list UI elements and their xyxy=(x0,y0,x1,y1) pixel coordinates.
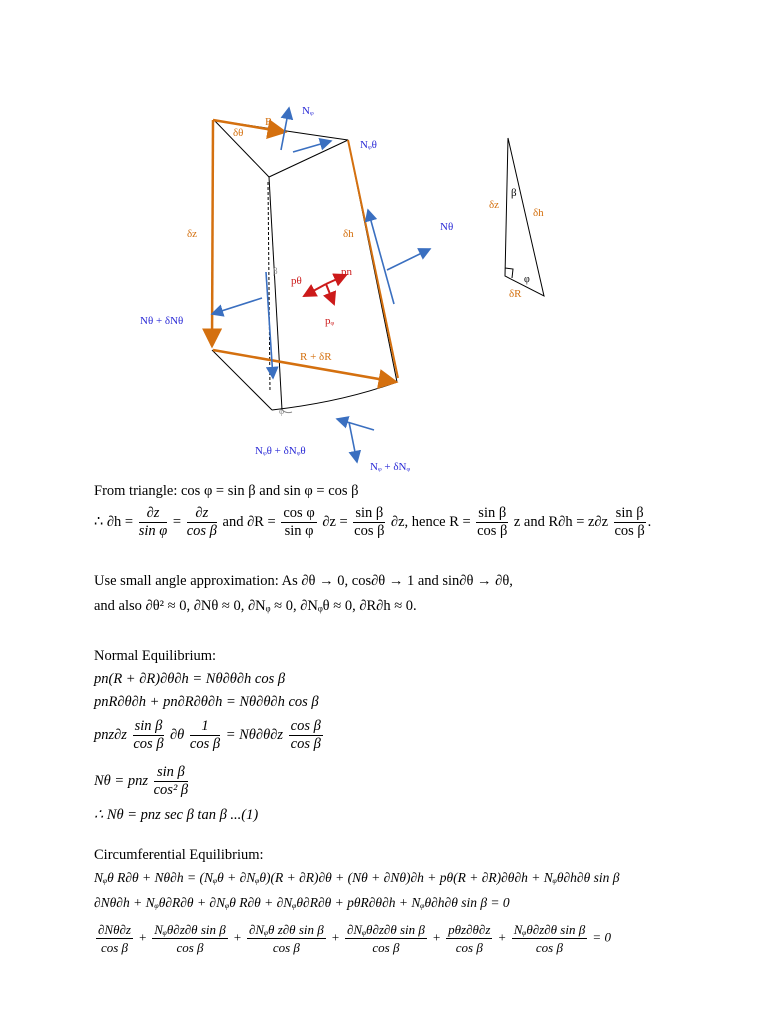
c3-frac-3: $\frac{\text{∂Nᵩθ z∂θ sin β}}{\text{cos β}}$ xyxy=(249,922,324,955)
from-triangle-line: From triangle: cos φ = sin β and sin φ = cos β xyxy=(94,483,359,499)
label-n-theta-plus: Nθ + δNθ xyxy=(140,315,184,327)
label-delta-theta: δθ xyxy=(233,127,244,139)
label-r: R xyxy=(265,116,273,128)
n4-lead: Nθ = pnz xyxy=(94,772,148,789)
circ-eq-line-2: ∂Nθ∂h + Nᵩθ∂R∂θ + ∂Nᵩθ R∂θ + ∂Nᵩθ∂R∂θ + pθR∂θ∂h + Nᵩθ∂h∂θ sin β = 0 xyxy=(94,895,510,910)
label-n-phi-theta-plus: Nᵩθ + δNᵩθ xyxy=(255,445,306,457)
circ-eq-line-1: Nᵩθ R∂θ + Nθ∂h = (Nᵩθ + ∂Nᵩθ)(R + ∂R)∂θ + (Nθ + ∂Nθ)∂h + pθ(R + ∂R)∂θ∂h + Nᵩθ∂h∂θ sin β xyxy=(94,870,620,885)
eq1-and-dr: and ∂R = xyxy=(222,513,276,530)
eq1-dz-eq: ∂z = xyxy=(322,513,348,530)
eq1-lead: ∴ ∂h = xyxy=(94,513,134,530)
c3-plus-5: + xyxy=(497,929,507,945)
c3-frac-4: $\frac{\text{∂Nᵩθ∂z∂θ sin β}}{\text{cos β}}$ xyxy=(347,922,425,955)
tri-label-delta-z: δz xyxy=(489,199,500,211)
c3-frac-6: $\frac{\text{Nᵩθ∂z∂θ sin β}}{\text{cos β}}$ xyxy=(513,922,586,955)
normal-eq-line-3 xyxy=(94,718,325,753)
circumferential-equilibrium-heading: Circumferential Equilibrium: xyxy=(94,847,264,863)
label-phi: φ xyxy=(279,406,285,416)
c3-plus-4: + xyxy=(432,929,441,945)
eq1-hence: ∂z, hence R = xyxy=(390,513,471,530)
label-beta: β xyxy=(273,266,278,276)
eq1-frac-2: $\frac{\partial z}{\text{cos β}}$ xyxy=(186,505,217,539)
c3-frac-5: $\frac{\text{pθz∂θ∂z}}{\text{cos β}}$ xyxy=(448,922,491,955)
label-n-phi-theta: Nᵩθ xyxy=(360,139,377,151)
c3-plus-1: + xyxy=(138,929,147,945)
label-n-phi: Nᵩ xyxy=(302,105,314,117)
shell-element-diagram xyxy=(92,92,678,472)
tri-label-delta-h: δh xyxy=(533,207,544,219)
and-also-line: and also ∂θ² ≈ 0, ∂Nθ ≈ 0, ∂Nᵩ ≈ 0, ∂Nᵩθ ≈ 0, ∂R∂h ≈ 0. xyxy=(94,598,417,614)
circ-eq-line-3 xyxy=(94,921,611,956)
normal-eq-line-1: pn(R + ∂R)∂θ∂h = Nθ∂θ∂h cos β xyxy=(94,671,286,687)
tri-label-beta: β xyxy=(511,187,517,199)
tri-label-phi: φ xyxy=(524,274,530,285)
equation-relations xyxy=(94,505,651,540)
c3-plus-2: + xyxy=(232,929,242,945)
label-r-plus: R + δR xyxy=(300,351,332,363)
eq1-eq: = xyxy=(172,513,182,530)
n3-eq: = Nθ∂θ∂z xyxy=(225,726,284,743)
eq1-and-rdh: z and R∂h = z∂z xyxy=(513,513,609,530)
n3-frac-2: $\frac{1}{\text{cos β}}$ xyxy=(189,718,221,752)
c3-frac-1: $\frac{\partial N\theta\partial z}{\text{cos β}}$ xyxy=(98,922,131,955)
eq1-frac-3: $\frac{\text{cos φ}}{\text{sin φ}}$ xyxy=(283,505,315,539)
n3-lead: pnz∂z xyxy=(94,726,127,743)
label-n-theta: Nθ xyxy=(440,221,454,233)
eq1-end: . xyxy=(647,513,652,530)
normal-eq-result: ∴ Nθ = pnz sec β tan β ...(1) xyxy=(94,807,259,823)
c3-frac-2: $\frac{\text{Nᵩθ∂z∂θ sin β}}{\text{cos β}}$ xyxy=(154,922,226,955)
label-p-theta: pθ xyxy=(291,275,302,287)
eq1-frac-5: $\frac{\text{sin β}}{\text{cos β}}$ xyxy=(477,505,508,539)
eq1-frac-4: $\frac{\text{sin β}}{\text{cos β}}$ xyxy=(354,505,385,539)
n3-frac-1: $\frac{\text{sin β}}{\text{cos β}}$ xyxy=(133,718,164,752)
label-delta-z: δz xyxy=(187,228,198,240)
c3-end: = 0 xyxy=(592,929,611,945)
force-arrows xyxy=(212,108,430,462)
c3-plus-3: + xyxy=(330,929,340,945)
eq1-frac-6: $\frac{\text{sin β}}{\text{cos β}}$ xyxy=(614,505,645,539)
label-p-phi: pᵩ xyxy=(325,315,335,327)
label-p-n: pn xyxy=(341,266,352,278)
normal-equilibrium-heading: Normal Equilibrium: xyxy=(94,648,217,664)
normal-eq-line-4 xyxy=(94,764,190,799)
label-n-phi-plus: Nᵩ + δNᵩ xyxy=(370,461,411,472)
small-angle-line: Use small angle approximation: As ∂θ → 0, cos∂θ → 1 and sin∂θ → ∂θ, xyxy=(94,573,513,589)
label-delta-h: δh xyxy=(343,228,354,240)
normal-eq-line-2: pnR∂θ∂h + pn∂R∂θ∂h = Nθ∂θ∂h cos β xyxy=(94,694,319,710)
eq1-frac-1: $\frac{\partial z}{\text{sin φ}}$ xyxy=(138,505,168,539)
n3-mid: ∂θ xyxy=(169,726,185,743)
n4-frac: $\frac{\text{sin β}}{\text{cos² β}}$ xyxy=(153,764,189,798)
element-outline xyxy=(212,120,397,413)
pressure-arrows xyxy=(304,275,346,304)
n3-frac-3: $\frac{\text{cos β}}{\text{cos β}}$ xyxy=(290,718,321,752)
tri-label-delta-r: δR xyxy=(509,288,522,300)
